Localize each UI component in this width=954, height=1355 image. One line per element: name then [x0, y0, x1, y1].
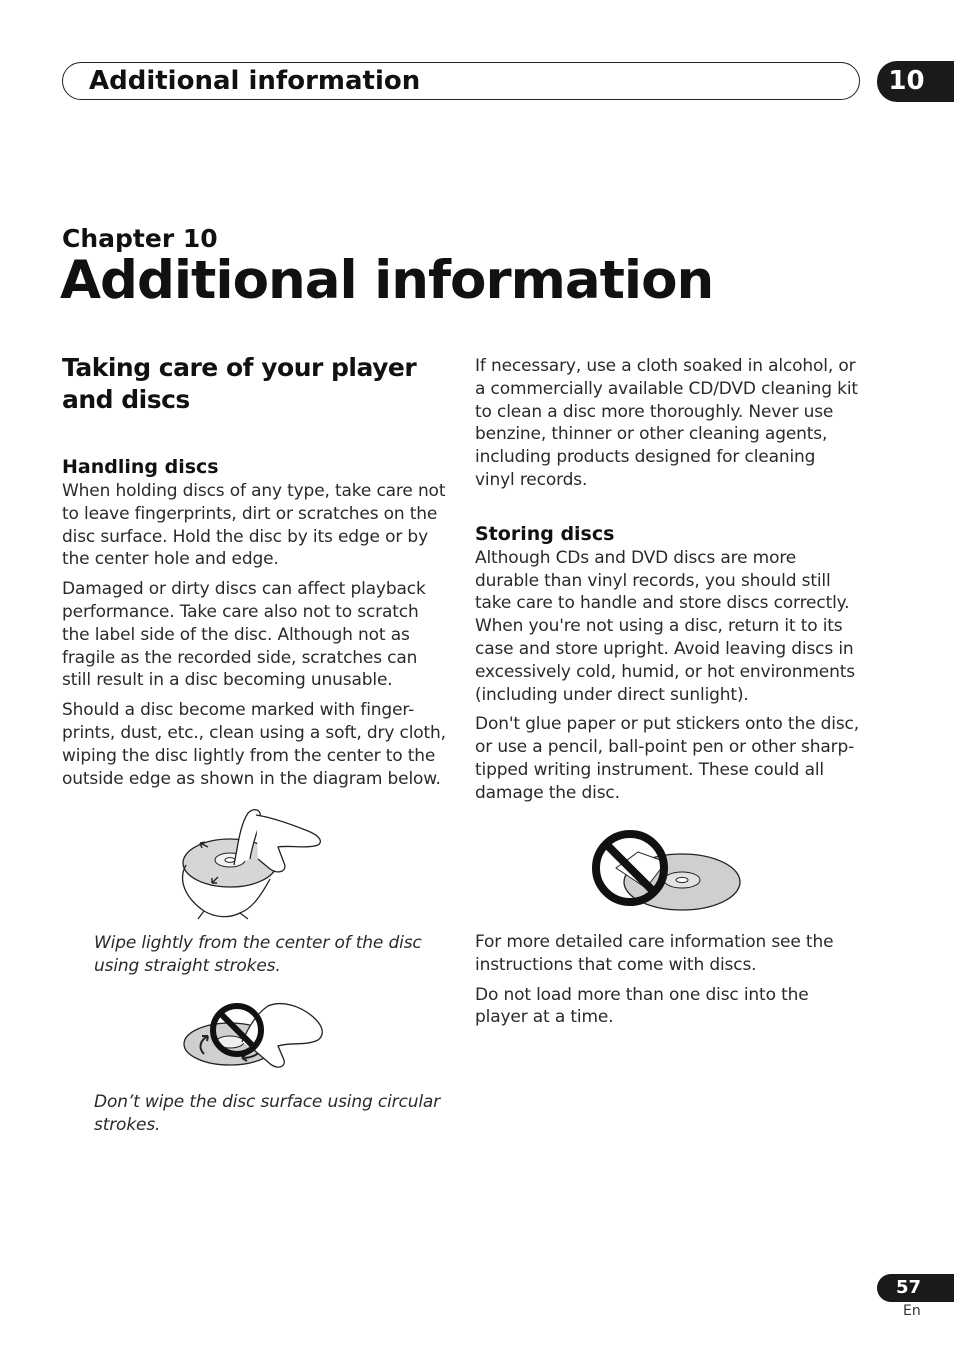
right-column — [475, 355, 860, 812]
chapter-title: Additional information — [60, 250, 714, 311]
care-info-paragraph: For more detailed care information see the instructions that come with discs. — [475, 932, 834, 975]
caption-circular-strokes: Don’t wipe the disc surface using circular strokes. — [94, 1092, 441, 1135]
cleaning-paragraph: If necessary, use a cloth soaked in alcohol, or a commercially available CD/DVD cleaning kit to clean a disc more thoroughly. Never use benzine, thinner or other cleaning agents, including products designed for cleaning vinyl records. — [475, 356, 858, 490]
no-sticker-illustration — [588, 826, 743, 912]
handling-paragraph-2: Damaged or dirty discs can affect playback performance. Take care also not to scratch the label side of the disc. Although not as fragile as the recorded side, scratches can still result in a disc becoming unusable. — [62, 579, 426, 691]
left-column — [62, 352, 447, 797]
handling-paragraph-3: Should a disc become marked with finger-prints, dust, etc., clean using a soft, dry cloth, wiping the disc lightly from the center to the outside edge as shown in the diagram below. — [62, 700, 446, 789]
storing-paragraph-1: Although CDs and DVD discs are more durable than vinyl records, you should still take care to handle and store discs correctly. When you're not using a disc, return it to its case and store upright. Avoid leaving discs in excessively cold, humid, or hot environments (including under direct sunlight). — [475, 547, 855, 705]
language-label: En — [903, 1303, 921, 1319]
section-title: Taking care of your player and discs — [62, 353, 417, 414]
caption-straight-strokes: Wipe lightly from the center of the disc using straight strokes. — [94, 933, 422, 976]
chapter-number-tab: 10 — [877, 61, 954, 102]
right-column-lower — [475, 931, 860, 1036]
header-title: Additional information — [89, 66, 421, 96]
wipe-circular-prohibited-illustration — [182, 998, 327, 1076]
wipe-straight-illustration — [178, 805, 328, 920]
chapter-label: Chapter 10 — [62, 224, 218, 253]
handling-paragraph-1: When holding discs of any type, take care not to leave fingerprints, dirt or scratches on the disc surface. Hold the disc by its edge or by the center hole and edge. — [62, 481, 446, 570]
storing-paragraph-2: Don't glue paper or put stickers onto the disc, or use a pencil, ball-point pen or other sharp-tipped writing instrument. These could all damage the disc. — [475, 714, 860, 803]
one-disc-paragraph: Do not load more than one disc into the player at a time. — [475, 984, 809, 1028]
storing-discs-heading: Storing discs — [475, 522, 615, 545]
running-header — [62, 62, 860, 100]
handling-discs-heading: Handling discs — [62, 456, 219, 478]
page-number: 57 — [877, 1274, 954, 1302]
